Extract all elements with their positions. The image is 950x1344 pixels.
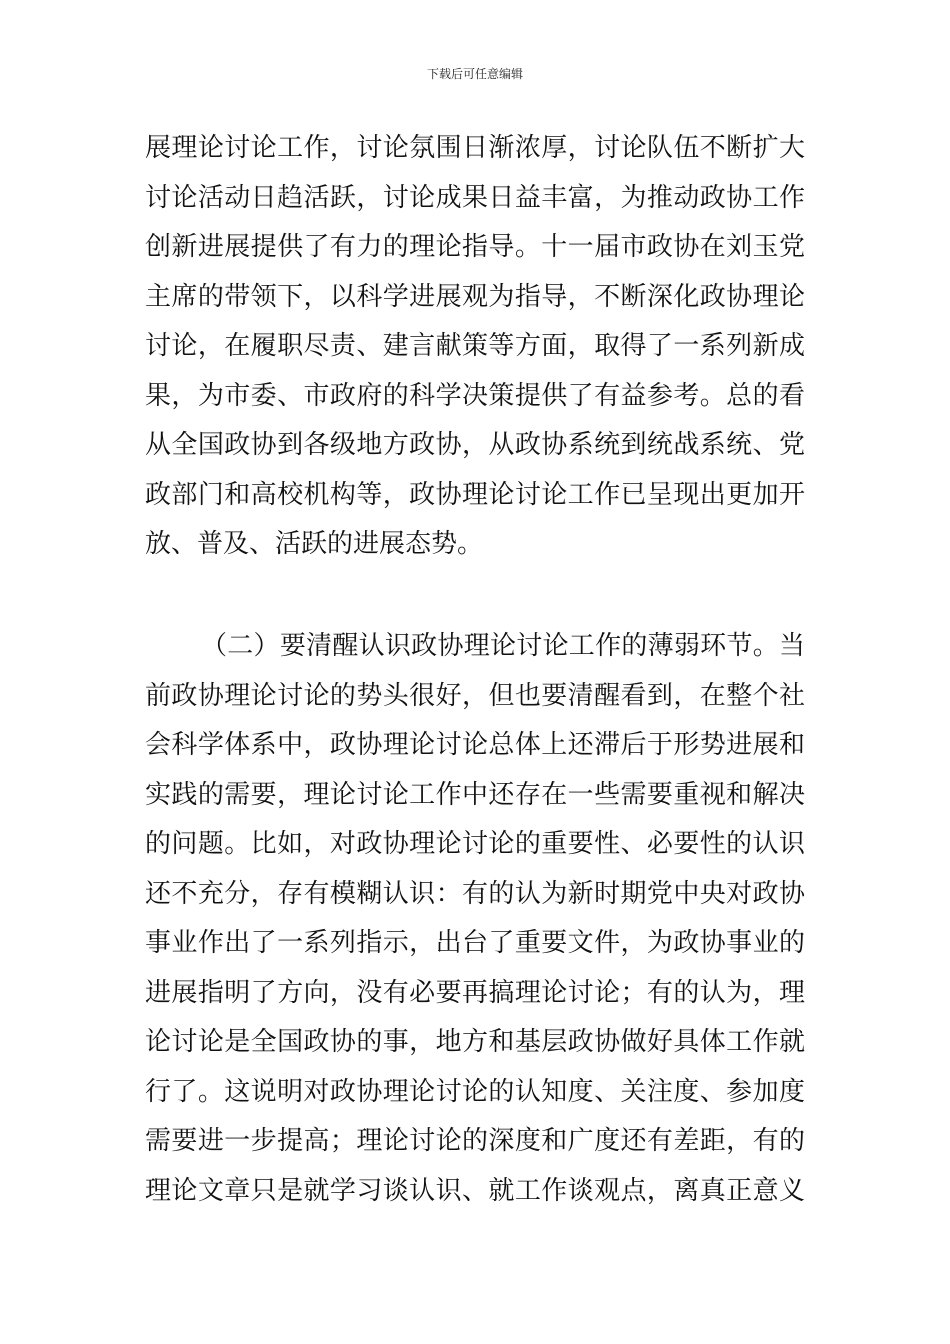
paragraph-2 [145, 622, 805, 1216]
page-header: 下载后可任意编辑 [426, 67, 523, 81]
text-line: （二）要清醒认识政协理论讨论工作的薄弱环节。当 [201, 631, 805, 661]
text-line: 事业作出了一系列指示，出台了重要文件，为政协事业的 [145, 928, 805, 958]
text-line: 论讨论是全国政协的事，地方和基层政协做好具体工作就 [145, 1027, 805, 1057]
text-line: 创新进展提供了有力的理论指导。十一届市政协在刘玉党 [145, 232, 805, 262]
text-line: 还不充分，存有模糊认识：有的认为新时期党中央对政协 [145, 878, 805, 909]
text-line: 展理论讨论工作，讨论氛围日渐浓厚，讨论队伍不断扩大 [145, 133, 805, 163]
text-line: 讨论活动日趋活跃，讨论成果日益丰富，为推动政协工作 [145, 182, 805, 213]
text-line: 理论文章只是就学习谈认识、就工作谈观点，离真正意义 [145, 1175, 805, 1206]
text-line: 政部门和高校机构等，政协理论讨论工作已呈现出更加开 [145, 479, 805, 510]
text-line: 放、普及、活跃的进展态势。 [145, 529, 484, 559]
text-line: 需要进一步提高；理论讨论的深度和广度还有差距，有的 [145, 1126, 805, 1156]
text-line: 果，为市委、市政府的科学决策提供了有益参考。总的看 [145, 380, 805, 411]
text-line: 讨论，在履职尽责、建言献策等方面，取得了一系列新成 [145, 331, 805, 361]
text-line: 实践的需要，理论讨论工作中还存在一些需要重视和解决 [145, 779, 805, 810]
text-line: 前政协理论讨论的势头很好，但也要清醒看到，在整个社 [145, 680, 805, 711]
text-line: 会科学体系中，政协理论讨论总体上还滞后于形势进展和 [145, 730, 805, 760]
text-line: 进展指明了方向，没有必要再搞理论讨论；有的认为，理 [145, 977, 805, 1008]
text-line: 从全国政协到各级地方政协，从政协系统到统战系统、党 [145, 430, 805, 460]
text-line: 主席的带领下，以科学进展观为指导，不断深化政协理论 [145, 281, 805, 312]
paragraph-1 [145, 124, 805, 570]
text-line: 的问题。比如，对政协理论讨论的重要性、必要性的认识 [145, 829, 805, 859]
text-line: 行了。这说明对政协理论讨论的认知度、关注度、参加度 [145, 1076, 805, 1107]
